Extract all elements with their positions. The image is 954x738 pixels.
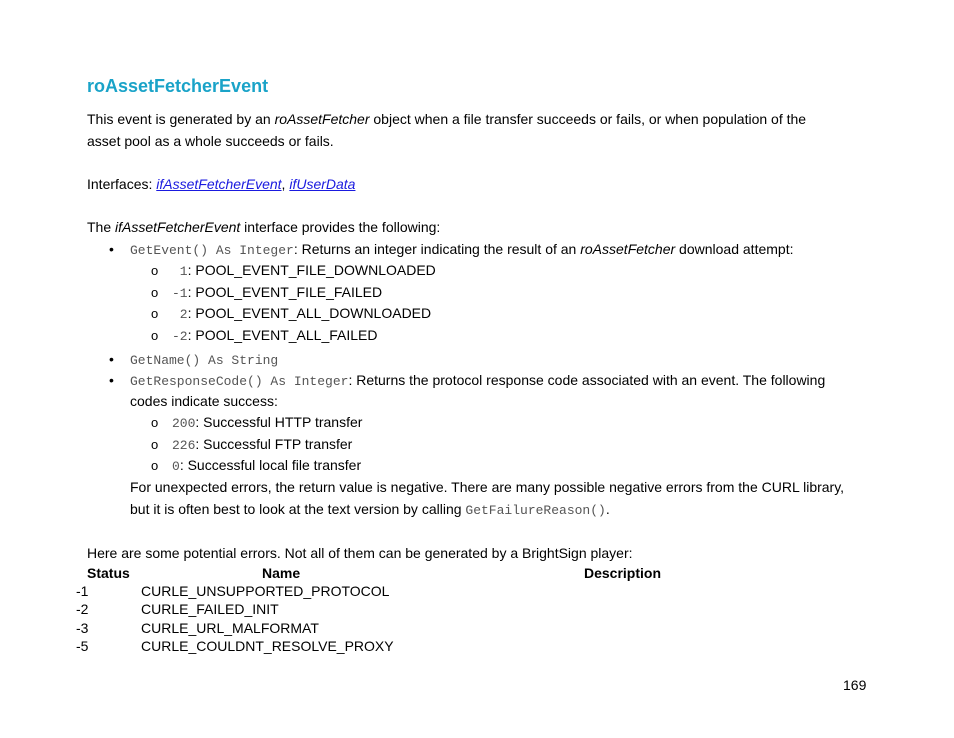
get-name-code: GetName() As String [130,353,279,368]
provides-interface: ifAssetFetcherEvent [115,219,241,235]
circle-bullet-icon: o [151,415,159,430]
bullet-icon: • [109,351,114,367]
circle-bullet-icon: o [151,328,159,343]
value-code: 200 [172,416,196,431]
circle-bullet-icon: o [151,437,159,452]
circle-bullet-icon: o [151,306,159,321]
note-line1: For unexpected errors, the return value is negative. There are many possible negative errors from the CURL library, [130,479,845,495]
value-label: : POOL_EVENT_ALL_FAILED [187,327,378,343]
bullet-icon: • [109,241,114,257]
table-row-status: -1 [76,583,89,599]
list-item [172,411,362,435]
interfaces-label: Interfaces: [87,176,157,192]
note-line2 [130,498,610,522]
table-row-status: -5 [76,638,89,654]
intro-object-name: roAssetFetcher [274,111,370,127]
list-item [172,324,377,348]
get-event-text-pre: : Returns an integer indicating the result of an [293,241,581,257]
header-description: Description [584,565,662,581]
interfaces-separator: , [281,176,290,192]
circle-bullet-icon: o [151,263,159,278]
table-row-name: CURLE_FAILED_INIT [141,601,279,617]
table-row-name: CURLE_COULDNT_RESOLVE_PROXY [141,638,394,654]
value-label: : POOL_EVENT_ALL_DOWNLOADED [187,305,432,321]
table-row-name: CURLE_UNSUPPORTED_PROTOCOL [141,583,390,599]
table-row-name: CURLE_URL_MALFORMAT [141,620,319,636]
note-code: GetFailureReason() [465,503,606,518]
provides-post: interface provides the following: [240,219,441,235]
list-item [172,259,436,283]
list-item [172,454,361,478]
value-code: -1 [172,286,188,301]
value-code: 1 [172,264,188,279]
value-label: : Successful local file transfer [179,457,362,473]
get-response-text: : Returns the protocol response code associated with an event. The following [348,372,826,388]
value-code: -2 [172,329,188,344]
list-item [172,302,431,326]
header-name: Name [262,565,301,581]
get-event-object: roAssetFetcher [580,241,676,257]
errors-intro: Here are some potential errors. Not all of them can be generated by a BrightSign player: [87,545,633,561]
page-title: roAssetFetcherEvent [87,76,269,96]
note-pre: but it is often best to look at the text version by calling [130,501,466,517]
intro-line2: asset pool as a whole succeeds or fails. [87,133,334,149]
value-code: 2 [172,307,188,322]
provides-line [87,216,440,238]
table-row-status: -3 [76,620,89,636]
value-label: : POOL_EVENT_FILE_FAILED [187,284,383,300]
intro-paragraph [87,108,806,130]
value-label: : Successful FTP transfer [195,436,353,452]
value-code: 0 [172,459,180,474]
note-post: . [605,501,610,517]
value-label: : POOL_EVENT_FILE_DOWNLOADED [187,262,436,278]
bullet-icon: • [109,372,114,388]
intro-text-pre: This event is generated by an [87,111,275,127]
link-ifuserdata[interactable]: ifUserData [289,176,356,192]
interfaces-line [87,173,355,195]
get-response-line2: codes indicate success: [130,393,278,409]
get-event-code: GetEvent() As Integer [130,243,294,258]
intro-text-post: object when a file transfer succeeds or fails, or when population of the [369,111,807,127]
circle-bullet-icon: o [151,285,159,300]
provides-pre: The [87,219,116,235]
link-ifassetfetcherevent[interactable]: ifAssetFetcherEvent [156,176,282,192]
header-status: Status [87,565,130,581]
table-row-status: -2 [76,601,89,617]
get-response-code: GetResponseCode() As Integer [130,374,349,389]
page-number: 169 [843,677,867,693]
value-code: 226 [172,438,196,453]
value-label: : Successful HTTP transfer [195,414,363,430]
circle-bullet-icon: o [151,458,159,473]
get-event-text-post: download attempt: [675,241,794,257]
